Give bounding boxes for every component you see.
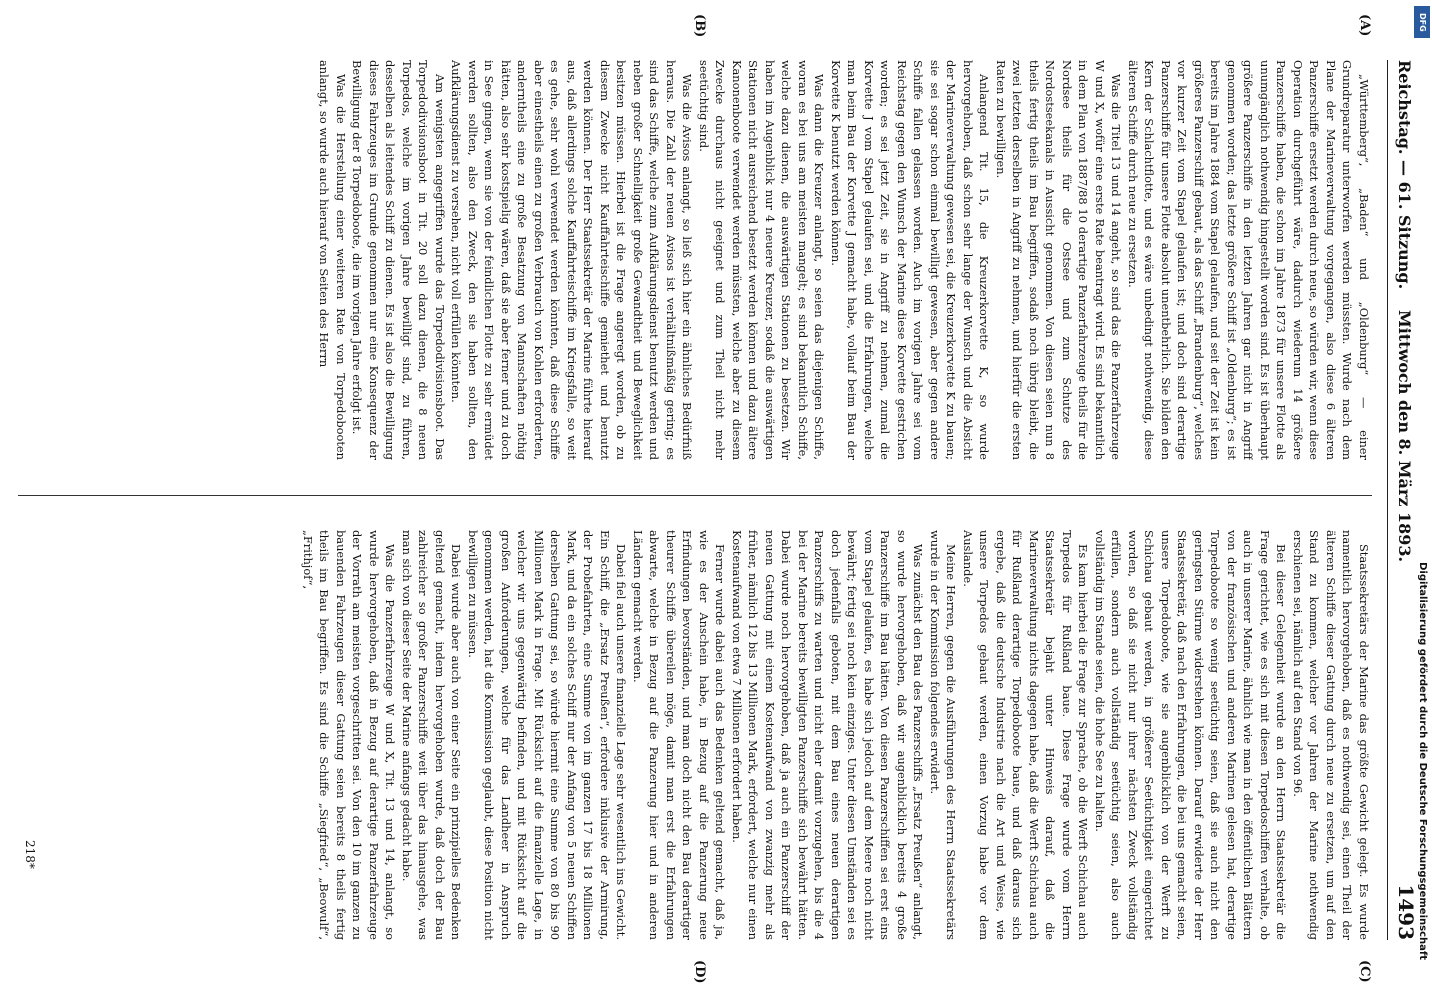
header-rule (1387, 60, 1388, 940)
paragraph: Was die Herstellung einer weiteren Rate von Torpedobooten anlangt, so wurde auch hierauf von Seiten des Herrn (317, 60, 348, 460)
right-text-column (18, 530, 1372, 940)
paragraph: Dabei wurde aber auch von einer Seite ein prinzipielles Bedenken geltend gemacht, indem hervorgehoben wurde, daß doch der Bau zahlreicher so großer Panzerschiffe weit über das hinausgehe, was man sich von dieser Seite der Marine anfangs gedacht habe. (400, 530, 464, 940)
margin-letter-d: (D) (692, 960, 707, 984)
paragraph: „Württemberg“, „Baden“ und „Oldenburg“ — einer Grundreparatur unterworfen werden müssten. Wurde nach dem Plane der Marineverwaltung vorgegangen, also diese 6 älteren Panzerschiffe ersetzt werden durch neue, so würden wir, wenn diese Operation durchgeführt wäre, dadurch wiederum 14 größere Panzerschiffe haben, die schon im Jahre 1873 für unsere Flotte als unumgänglich nothwendig hingestellt worden sind. Es ist überhaupt größere Panzerschiffe in den letzten Jahren gar nicht in Angriff genommen worden; das letzte größere Schiff ist „Oldenburg“; es ist bereits im Jahre 1884 vom Stapel gelaufen, und seit der Zeit ist kein größeres Panzerschiff gebaut, als das Schiff „Brandenburg“, welches vor kurzer Zeit vom Stapel gelaufen ist; und doch sind derartige Panzerschiffe für unsere Flotte absolut unentbehrlich. Sie bilden den Kern der Schlachtflotte, und es wäre unbedingt nothwendig, diese älteren Schiffe durch neue zu ersetzen. (1126, 60, 1371, 460)
paragraph: Was die Titel 13 und 14 angeht, so sind das die Panzerfahrzeuge W und X, wofür eine erste Rate beantragt wird. Es sind bekanntlich in dem Plan von 1887/88 10 derartige Panzerfahrzeuge theils für die Nordsee theils für die Ostsee und zum Schutze des Nordostseekanals in Aussicht genommen. Von diesen seien nun 8 theils fertig theils im Bau begriffen, sodaß noch übrig bleibt, die zwei letzten derselben in Angriff zu nehmen, und hierfür die ersten Raten zu bewilligen. (994, 60, 1124, 460)
margin-letter-a: (A) (1357, 14, 1372, 37)
header-date: Mittwoch den 8. März 1893. (1395, 310, 1414, 563)
header-session: Reichstag. — 61. Sitzung. (1395, 60, 1414, 290)
column-divider (18, 495, 1372, 496)
paragraph: Ferner wurde dabei auch das Bedenken geltend gemacht, daß ja, wie es der Anschein habe, in Bezug auf die Panzerung neue Erfindungen bevorständen, und man doch nicht den Bau derartiger theurer Schiffe übereilen möge, damit man erst die Erfahrungen abwarte, welche in Bezug auf die Panzerung hier und in anderen Ländern gemacht werden. (631, 530, 728, 940)
margin-letter-b: (B) (692, 14, 707, 38)
paragraph: Bei dieser Gelegenheit wurde an den Herrn Staatssekretär die Frage gerichtet, wie es sich mit diesen Torpedoschiffen verhalte, ob auch in unserer Marine, ähnlich wie man in den öffentlichen Blättern von der französischen und anderen Marinen gelesen hat, derartige Torpedoboote so wenig seetüchtig seien, daß sie auch nicht den geringsten Stürme widerstehen können. Darauf erwiderte der Herr Staatssekretär, daß nach den Erfahrungen, die bei uns gemacht seien, unsere Torpedoboote, wie sie augenblicklich von der Werft zu Schichau gebaut werden, in größerer Seetüchtigkeit eingerichtet worden, so daß sie nicht nur ihrer nächsten Zweck vollständig erfüllen, sondern auch vollständig seetüchtig seien, also auch vollständig im Stande seien, die hohe See zu halten. (1093, 530, 1289, 940)
signature-mark: 218* (23, 840, 37, 869)
paragraph: Anlangend Tit. 15, die Kreuzerkorvette K, so wurde hervorgehoben, daß schon sehr lange der Wunsch und die Absicht der Marineverwaltung gewesen sei, die Kreuzerkorvette K zu bauen; sie sei sogar schon einmal bewilligt gewesen, aber gegen andere Schiffe fallen gelassen worden. Auch im vorigen Jahre sei vom Reichstag gegen den Wunsch der Marine diese Korvette gestrichen worden; es sei jetzt Zeit, sie in Angriff zu nehmen, zumal die Korvette J vom Stapel gelaufen sei, und die Erfahrungen, welche man beim Bau der Korvette J gemacht habe, vollauf beim Bau der Korvette K benutzt werden können. (829, 60, 992, 460)
paragraph: Meine Herren, gegen die Ausführungen des Herrn Staatssekretärs wurde in der Kommission folgendes erwidert. (928, 530, 959, 940)
paragraph: Was dann die Kreuzer anlangt, so seien das diejenigen Schiffe, woran es bei uns am meisten mangelt; es sind bekanntlich Schiffe, welche dazu dienen, die auswärtigen Stationen zu besetzen. Wir haben im Augenblick nur 4 neuere Kreuzer, sodaß die auswärtigen Stationen nicht ausreichend besetzt werden können und dazu ältere Kanonenboote verwendet werden müssten, welche aber zu diesem Zwecke durchaus nicht geeignet und zum Theil nicht mehr seetüchtig sind. (697, 60, 827, 460)
dfg-logo: DFG (1414, 6, 1430, 38)
page-number: 1493 (1394, 884, 1418, 940)
paragraph: Was die Avisos anlangt, so ließ sich hier ein ähnliches Bedürfniß heraus. Die Zahl der neuen Avisos ist verhältnißmäßig gering; es sind das Schiffe, welche zum Aufklärungsdienst benutzt werden und neben großer Schnelligkeit große Gewandtheit und Beweglichkeit besitzen müssen. Hierbei ist die Frage angeregt worden, ob zu diesem Zwecke nicht Kauffahrteischiffe gemiethet und benutzt werden können. Der Herr Staatssekretär der Marine führte hierauf aus, daß allerdings solche Kauffahrteischiffe im Kriegsfalle, so weit es gehe, sehr wohl verwendet werden könnten, daß diese Schiffe aber einestheils einen zu großen Verbrauch von Kohlen erforderten, anderntheils eine zu große Besatzung von Mannschaften nöthig hätten, also sehr kostspielig wären, daß sie aber ferner und zu doch in See gingen, wenn sie von der feindlichen Flotte zu sehr ermüdet werden sollten, also den Zweck, den sie haben sollten, den Aufklärungsdienst zu versehen, nicht voll erfüllen könnten. (449, 60, 695, 460)
paragraph: Staatssekretärs der Marine das größte Gewicht gelegt. Es wurde namentlich hervorgehoben, daß es nothwendig sei, einen Theil der älteren Schiffe dieser Gattung durch neue zu ersetzen, um auf den Stand zu kommen, welcher vor Jahren der Marine nothwendig erschienen sei, nämlich auf den Stand von 96. (1291, 530, 1371, 940)
paragraph: Was zunächst den Bau des Panzerschiffs „Ersatz Preußen“ anlangt, so wurde hervorgehoben, daß wir augenblicklich bereits 4 große Panzerschiffe im Bau hätten. Von diesen Panzerschiffen sei erst eins vom Stapel gelaufen, es habe sich jedoch auf dem Meere noch nicht bewährt; fertig sei noch kein einziges. Unter diesen Umständen sei es doch jedenfalls geboten, mit dem Bau eines neuen derartigen Panzerschiffs zu warten und nicht eher damit vorzugehen, bis die 4 bei der Marine bereits bewilligten Panzerschiffe sich bewährt hätten. Dabei wurde noch hervorgehoben, daß ja auch ein Panzerschiff der neuen Gattung mit einem Kostenaufwand von zwanzig mehr als früher, nämlich 12 bis 13 Millionen Mark, erfordert, welche nur einen Kostenaufwand von etwa 7 Millionen erfordert haben. (730, 530, 926, 940)
credit-text: Digitalisierung gefördert durch die Deutsche Forschungsgemeinschaft (1417, 562, 1428, 960)
margin-letter-c: (C) (1357, 960, 1372, 983)
paragraph: Am wenigsten angegriffen wurde das Torpedodivisionsboot. Das Torpedodivisionsboot in Tit. 20 soll dazu dienen, die 8 neuen Torpedos, welche im vorigen Jahre bewilligt sind, zu führen, desselben als leitendes Schiff zu dienen. Es ist also die Bewilligung dieses Fahrzeuges im Grunde genommen nur eine Konsequenz der Bewilligung der 8 Torpedoboote, die im vorigen Jahre erfolgt ist. (350, 60, 447, 460)
paragraph: Was die Panzerfahrzeuge W und X, Tit. 13 und 14, anlangt, so wurde hervorgehoben, daß in Bezug auf derartige Panzerfahrzeuge der Vorrath am meisten vorgeschritten sei. Von den 10 im ganzen zu bauenden Fahrzeugen dieser Gattung seien bereits 8 theils fertig theils im Bau begriffen. Es sind die Schiffe „Siegfried“, „Beowulf“, „Frithjof“, (301, 530, 398, 940)
credit-strip (1412, 0, 1432, 1000)
left-text-column (18, 60, 1372, 460)
paragraph: Es kam hierbei die Frage zur Sprache, ob die Werft Schichau auch Torpedos für Rußland baue. Diese Frage wurde vom Herrn Staatssekretär bejaht unter Hinweis darauf, daß die Marineverwaltung nichts dagegen habe, daß die Werft Schichau auch für Rußland derartige Torpedoboote baue, und daß daraus sich ergebe, daß die deutsche Industrie nach die Art und Weise, wie unsere Torpedos gebaut werden, einen Vorzug habe vor dem Auslande. (961, 530, 1091, 940)
paragraph: Dabei fiel auch unsere finanzielle Lage sehr wesentlich ins Gewicht. Ein Schiff, die „Ersatz Preußen“, erfordere inklusive der Armirung, der Probefahrten, eine Summe von im ganzen 17 bis 18 Millionen Mark, und da ein solches Schiff nur der Anfang von 5 neuen Schiffen derselben Gattung sei, so würde hiermit eine Summe von 80 bis 90 Millionen Mark in Frage. Mit Rücksicht auf die finanzielle Lage, in welcher wir uns gegenwärtig befinden, und mit Rücksicht auf die großen Anforderungen, welche für das Landheer in Anspruch genommen werden, hat die Kommission geglaubt, diese Position nicht bewilligen zu müssen. (466, 530, 629, 940)
